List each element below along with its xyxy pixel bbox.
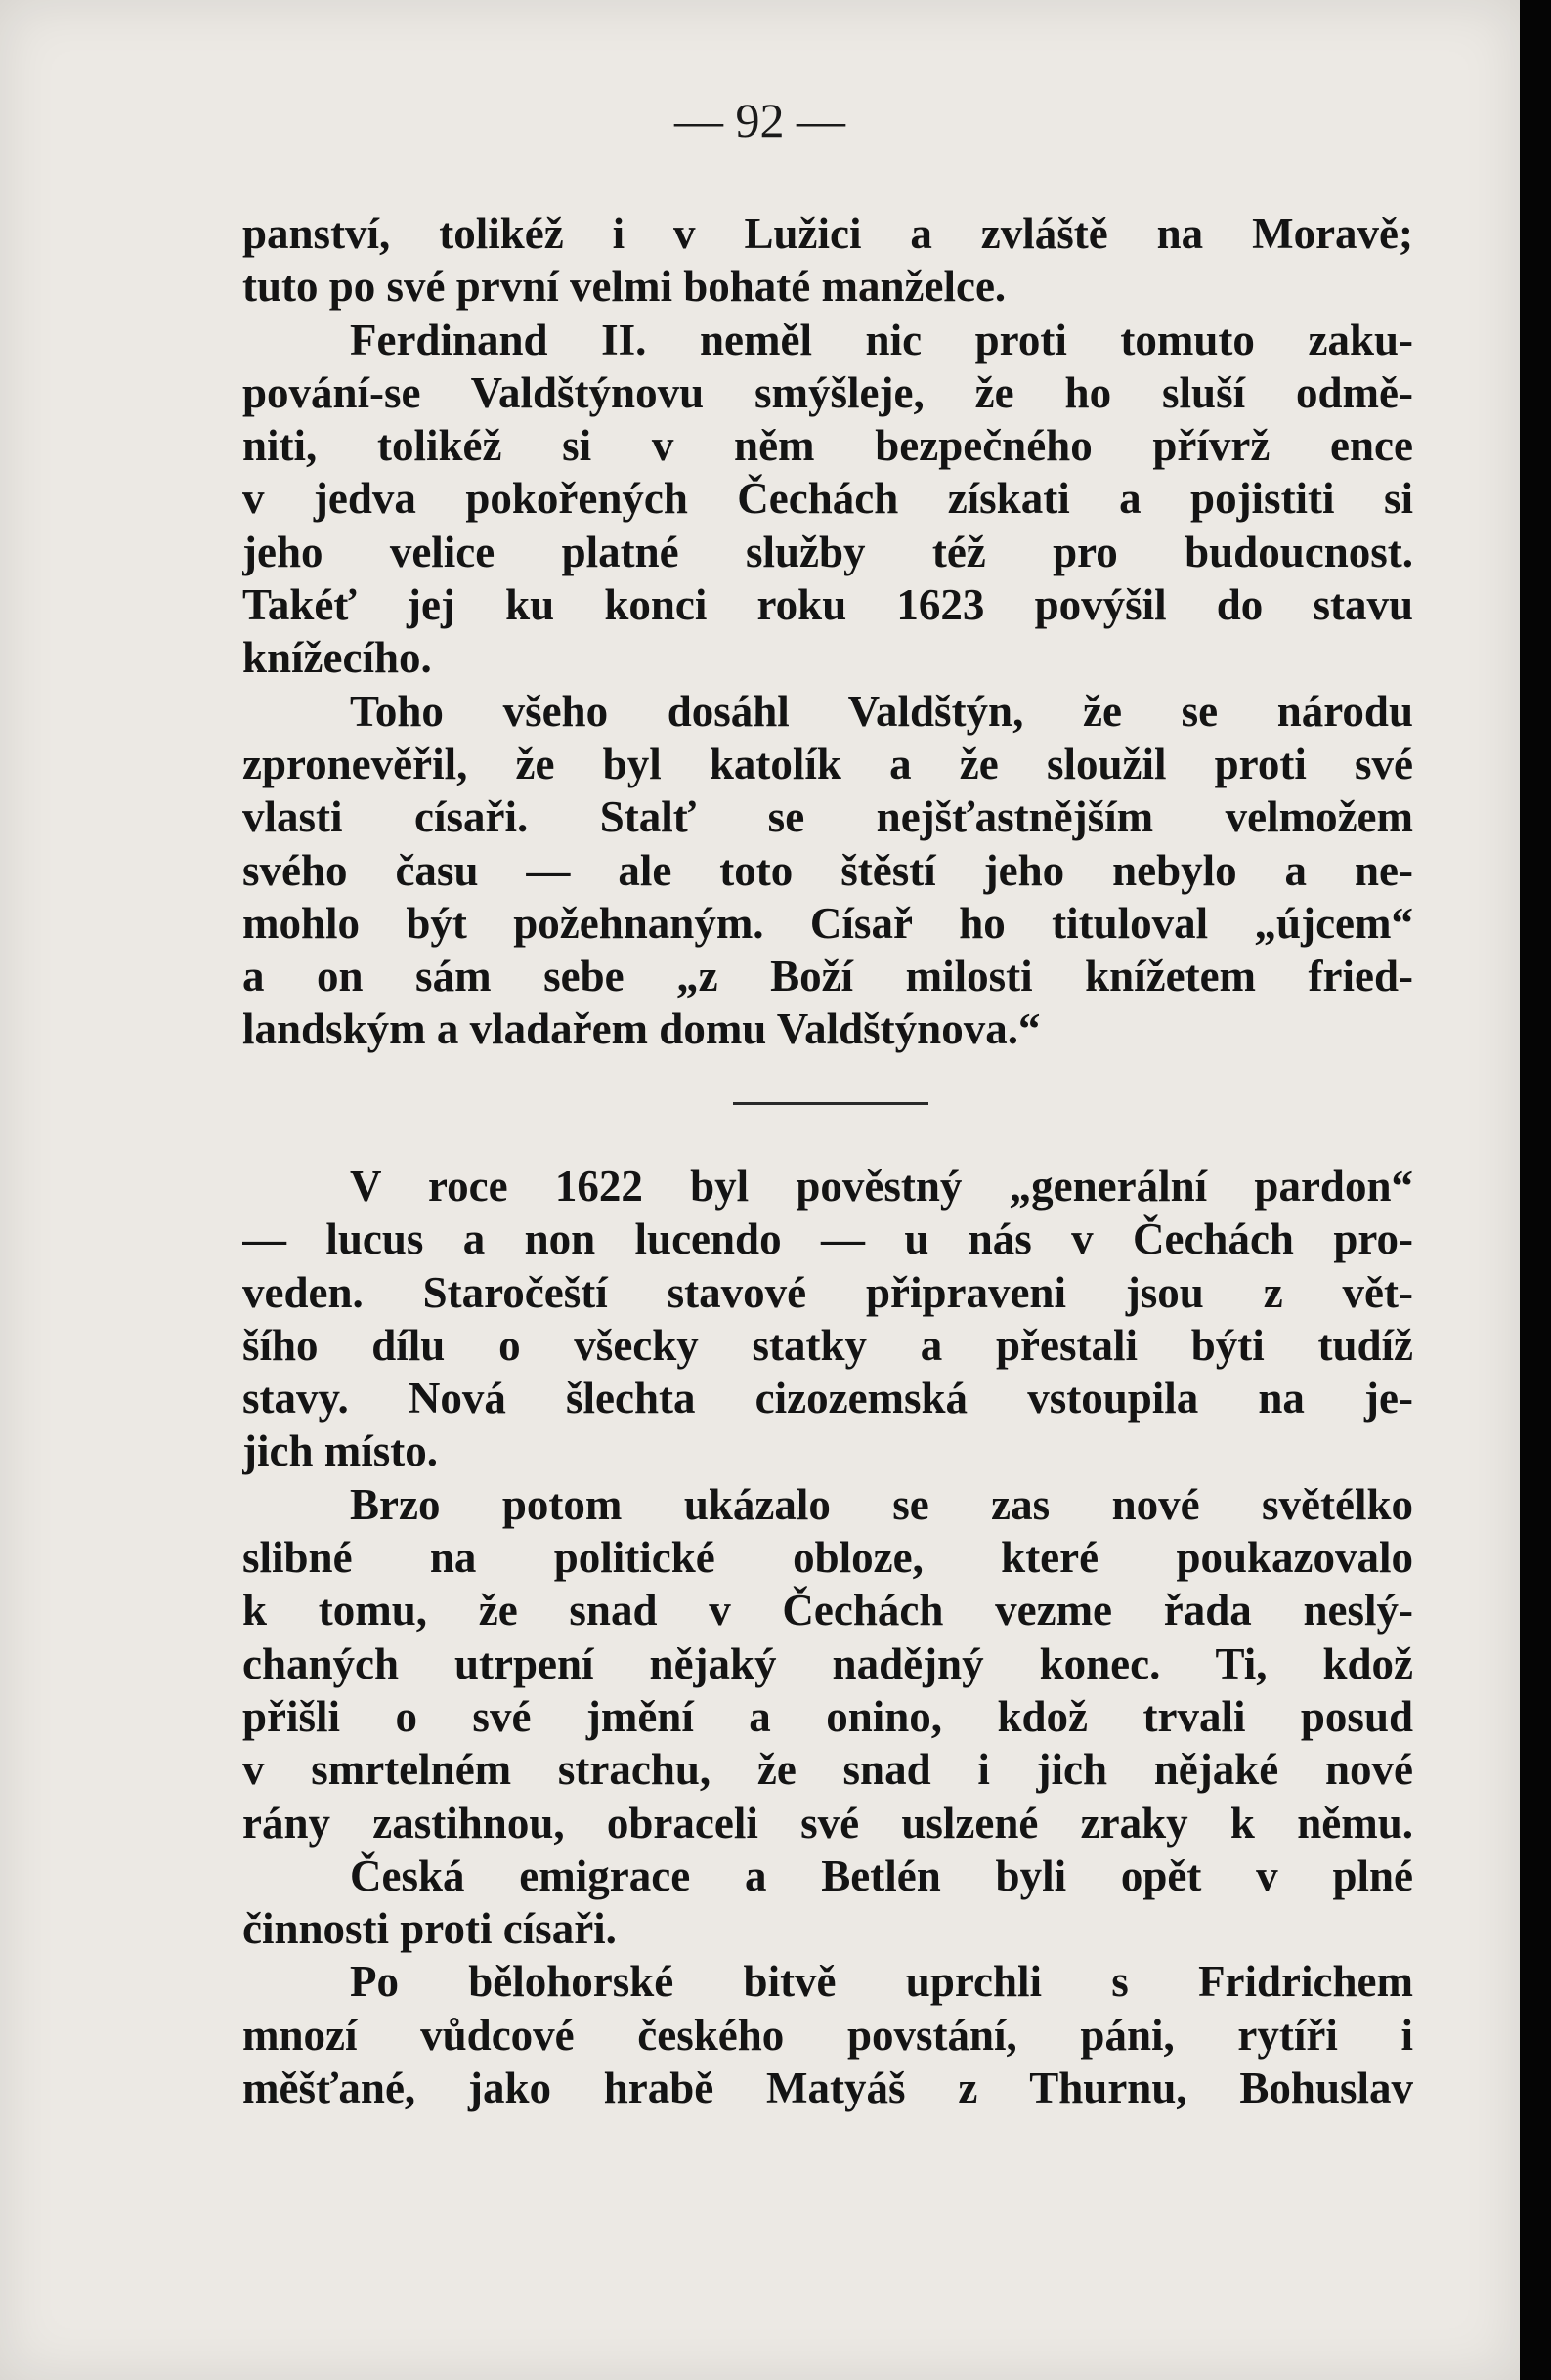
- text-line: Česká emigrace a Betlén byli opět v plné: [350, 1850, 1413, 1900]
- text-line: slibné na politické obloze, které poukazovalo: [242, 1533, 1413, 1583]
- text-line: Po bělohorské bitvě uprchli s Fridrichem: [350, 1957, 1413, 2007]
- text-line: Toho všeho dosáhl Valdštýn, že se národu: [350, 686, 1413, 736]
- text-line: vlasti císaři. Stalť se nejšťastnějším velmožem: [242, 792, 1413, 842]
- text-line: landským a vladařem domu Valdštýnova.“: [242, 1004, 1041, 1054]
- text-line: tuto po své první velmi bohaté manželce.: [242, 262, 1007, 312]
- text-block-bottom: [242, 1160, 1413, 2114]
- text-line: rány zastihnou, obraceli své uslzené zraky k němu.: [242, 1798, 1413, 1848]
- text-line: přišli o své jmění a onino, kdož trvali posud: [242, 1691, 1413, 1741]
- text-line: mohlo být požehnaným. Císař ho tituloval „újcem“: [242, 898, 1413, 948]
- section-divider: [733, 1102, 928, 1105]
- text-line: svého času — ale toto štěstí jeho nebylo a ne-: [242, 845, 1413, 895]
- text-line: V roce 1622 byl pověstný „generální pardon“: [350, 1162, 1413, 1211]
- text-line: panství, tolikéž i v Lužici a zvláště na Moravě;: [242, 209, 1413, 258]
- text-line: a on sám sebe „z Boží milosti knížetem fried-: [242, 952, 1413, 1001]
- text-line: — lucus a non lucendo — u nás v Čechách pro-: [242, 1214, 1413, 1264]
- text-line: veden. Staročeští stavové připraveni jsou z vět-: [242, 1267, 1413, 1317]
- text-line: šího dílu o všecky statky a přestali býti tudíž: [242, 1320, 1413, 1370]
- text-line: niti, tolikéž si v něm bezpečného přívrž ence: [242, 421, 1413, 471]
- text-line: v jedva pokořených Čechách získati a pojistiti si: [242, 474, 1413, 524]
- text-line: měšťané, jako hrabě Matyáš z Thurnu, Bohuslav: [242, 2063, 1413, 2113]
- text-line: v smrtelném strachu, že snad i jich nějaké nové: [242, 1745, 1413, 1795]
- page-number: — 92 —: [674, 93, 845, 148]
- text-line: pování-se Valdštýnovu smýšleje, že ho sluší odmě-: [242, 367, 1413, 417]
- text-block-top: [242, 207, 1413, 1056]
- text-line: k tomu, že snad v Čechách vezme řada neslý-: [242, 1586, 1413, 1636]
- text-line: zpronevěřil, že byl katolík a že sloužil proti své: [242, 739, 1413, 788]
- text-line: Brzo potom ukázalo se zas nové světélko: [350, 1479, 1413, 1529]
- text-line: jich místo.: [242, 1426, 438, 1476]
- scan-edge: [1520, 0, 1551, 2380]
- text-line: jeho velice platné služby též pro budoucnost.: [242, 527, 1413, 576]
- text-line: Takéť jej ku konci roku 1623 povýšil do stavu: [242, 580, 1413, 630]
- text-line: knížecího.: [242, 633, 432, 683]
- text-line: stavy. Nová šlechta cizozemská vstoupila na je-: [242, 1374, 1413, 1424]
- text-line: chaných utrpení nějaký nadějný konec. Ti, kdož: [242, 1638, 1413, 1688]
- text-line: činnosti proti císaři.: [242, 1904, 617, 1954]
- text-line: Ferdinand II. neměl nic proti tomuto zaku-: [350, 315, 1413, 364]
- text-line: mnozí vůdcové českého povstání, páni, rytíři i: [242, 2010, 1413, 2060]
